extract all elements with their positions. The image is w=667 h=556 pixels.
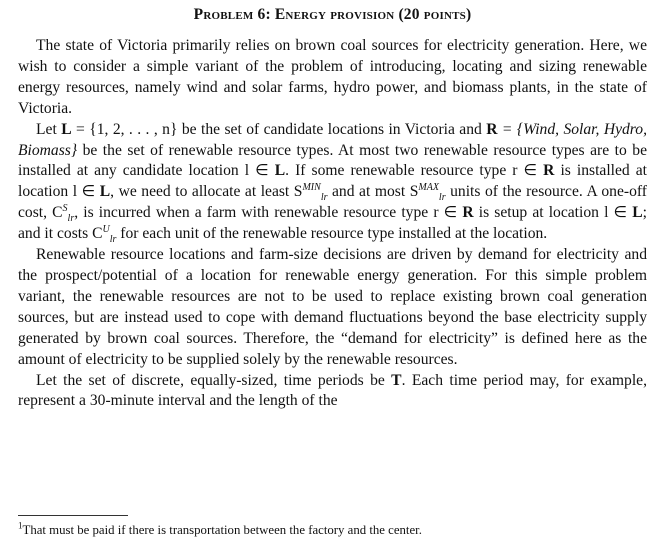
- cs-superscript: S: [62, 203, 68, 215]
- set-L-symbol: L: [632, 204, 643, 222]
- footnote-marker: 1: [18, 520, 23, 531]
- problem-body: [18, 36, 647, 412]
- p2-text-e: . If some renewable resource type r ∈: [285, 162, 544, 180]
- p2-text-g: , we need to allocate at least S: [110, 183, 303, 201]
- paragraph-2: [18, 120, 647, 245]
- set-T-symbol: T: [391, 371, 402, 389]
- lr-subscript: lr: [67, 213, 75, 225]
- footnote-divider: [18, 515, 128, 516]
- p2-text-k: is setup at location l ∈: [473, 204, 633, 222]
- problem-title-text: Problem 6: Energy provision (20 points): [193, 6, 472, 23]
- footnote: [18, 522, 422, 538]
- smax-superscript: MAX: [418, 182, 439, 194]
- set-L-symbol: L: [274, 162, 286, 180]
- paragraph-4: [18, 371, 647, 413]
- p2-text-d: be the set of renewable resource types. At most two renewable resource types are to be installed at any candidate location l ∈: [18, 141, 647, 180]
- p2-text-b: = {1, 2, . . . , n} be the set of candidate locations in Victoria and: [71, 120, 487, 138]
- smin-superscript: MIN: [302, 182, 321, 194]
- p2-text-j: , is incurred when a farm with renewable resource type r ∈: [74, 204, 463, 222]
- p2-text-h: and at most S: [327, 183, 419, 201]
- p4-text-a: Let the set of discrete, equally-sized, time periods be: [36, 371, 392, 389]
- lr-subscript: lr: [438, 192, 446, 204]
- set-R-symbol: R: [462, 204, 474, 222]
- paragraph-1: The state of Victoria primarily relies on brown coal sources for electricity generation. Here, we wish to consider a simple variant of the problem of introducing, locating and sizing renewable energy resources, namely wind and solar farms, hydro power, and biomass plants, in the state of Victoria.: [18, 37, 647, 117]
- set-R-symbol: R: [543, 162, 555, 180]
- set-R-symbol: R: [486, 120, 498, 138]
- p2-text-f: is installed at location l ∈: [18, 162, 648, 201]
- set-L-symbol: L: [61, 120, 72, 138]
- p2-text-m: for each unit of the renewable resource type installed at the location.: [116, 225, 548, 243]
- p2-text-l: ; and it costs C: [18, 204, 647, 243]
- resource-types-set: = {Wind, Solar, Hydro, Biomass}: [18, 120, 647, 159]
- set-L-symbol: L: [99, 183, 111, 201]
- p4-text-b: . Each time period may, for example, represent a 30-minute interval and the length of the: [18, 371, 648, 410]
- cu-superscript: U: [102, 223, 110, 235]
- lr-subscript: lr: [109, 234, 117, 246]
- footnote-text: That must be paid if there is transportation between the factory and the center.: [22, 523, 422, 537]
- problem-title: [18, 0, 647, 26]
- p2-text-i: units of the resource. A one-off cost, C: [18, 183, 647, 222]
- p2-text-a: Let: [36, 120, 62, 138]
- lr-subscript: lr: [320, 192, 328, 204]
- paragraph-3: Renewable resource locations and farm-size decisions are driven by demand for electricity and the prospect/potential of a location for renewable energy generation. For this simple problem variant, the renewable resources are not to be used to replace existing brown coal generation sources, but are instead used to cope with demand fluctuations beyond the base electricity supply generated by brown coal sources. Therefore, the “demand for electricity” is defined here as the amount of electricity to be supplied solely by the renewable resources.: [18, 246, 647, 368]
